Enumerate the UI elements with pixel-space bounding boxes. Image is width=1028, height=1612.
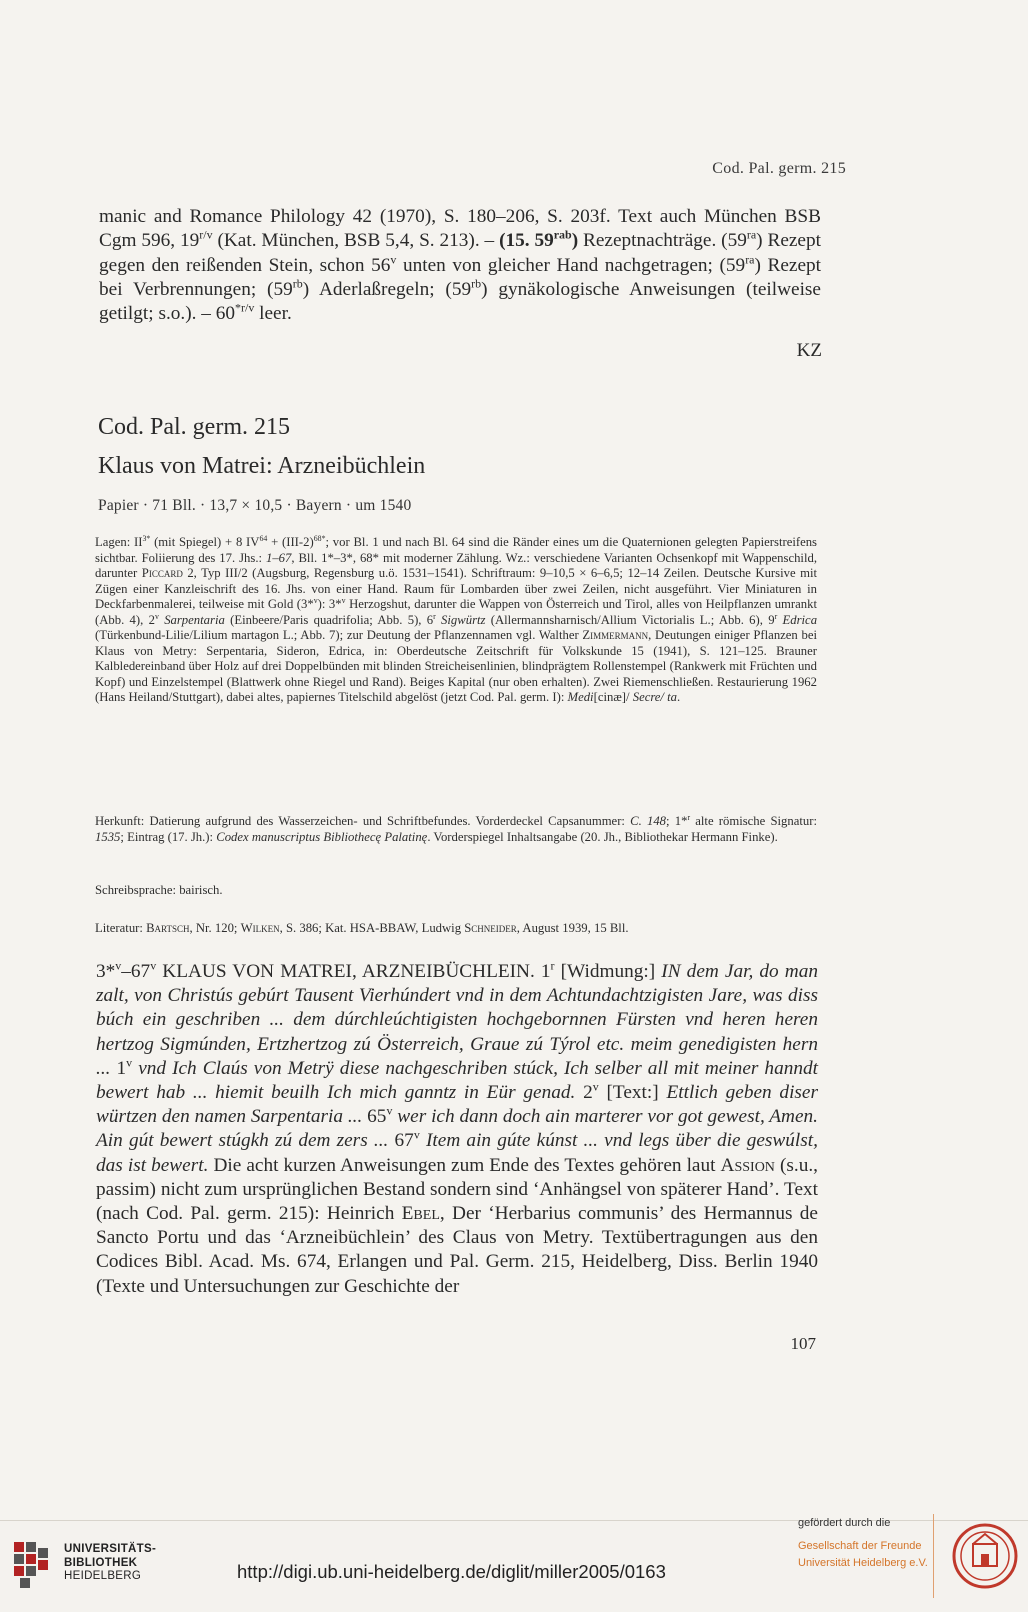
codicological-description: Lagen: $II^{3*}$ (mit Spiegel) + 8 $IV^{64} + (III-2)^{68*}$; vor Bl. 1 und nach Bl. 64 sind die Ränder eines um die Quaternionen gelegten Papierstreifens sichtbar. Foliierung des 17. Jhs.: 1–67, Bll. 1*–3*, 68* mit moderner Zählung. Wz.: verschiedene Varianten Ochsenkopf mit Wappenschild, darunter Piccard 2, Typ III/2 (Augsburg, Regensburg u.ö. 1531–1541). Schriftraum: 9–10,5 × 6–6,5; 12–14 Zeilen. Deutsche Kursive mit Zügen einer Kanzleischrift des 16. Jhs. von einer Hand. Raum für Lombarden über zwei Zeilen, nicht ausgeführt. Vier Miniaturen in Deckfarbenmalerei, teilweise mit Gold (3*$^v$): 3*$^v$ Herzogshut, darunter die Wappen von Österreich und Tirol, alles von Heilpflanzen umrankt (Abb. 4), 2$^v$ Sarpentaria (Einbeere/Paris quadrifolia; Abb. 5), 6$^r$ Sigwürtz (Allermannsharnisch/Allium Victorialis L.; Abb. 6), 9$^r$ Edrica (Türkenbund-Lilie/Lilium martagon L.; Abb. 7); zur Deutung der Pflanzennamen vgl. Walther Zimmermann, Deutungen einiger Pflanzen bei Klaus von Metry: Serpentaria, Sideron, Edrica, in: Oberdeutsche Zeitschrift für Volkskunde 15 (1941), S. 121–125. Brauner Kalblederеinband über Holz auf drei Doppelbünden mit blinden Streicheisenlinien, blindprägtem Rollenstempel (Rankwerk mit Früchten und Kopf) und Einzelstempel (Blattwerk ohne Riegel und Rand). Beiges Kapital (nur oben erhalten). Zwei Riemenschließen. Restaurierung 1962 (Hans Heiland/Stuttgart), dabei altes, papiernes Titelschild abgelöst (jetzt Cod. Pal. germ. I): Medi[cinæ]/ Secre/ ta. [95, 533, 818, 704]
sponsor-name-line1: Gesellschaft der Freunde [798, 1540, 922, 1552]
sponsor-caption: gefördert durch die [798, 1517, 891, 1529]
literature-paragraph: Literatur: Bartsch, Nr. 120; Wilken, S. 386; Kat. HSA-BBAW, Ludwig Schneider, August 1939, 15 Bll. [95, 921, 629, 935]
ub-heidelberg-logo-icon[interactable] [12, 1538, 58, 1594]
schreibsprache-paragraph: Schreibsprache: bairisch. [95, 883, 223, 897]
sponsor-name-line2: Universität Heidelberg e.V. [798, 1557, 928, 1569]
entry-meta: Papier · 71 Bll. · 13,7 × 10,5 · Bayern · um 1540 [98, 497, 412, 514]
author-initials: KZ [796, 340, 822, 361]
provenance-paragraph: Herkunft: Datierung aufgrund des Wasserzeichen- und Schriftbefundes. Vorderdeckel Capsanummer: C. 148; 1*$^r$ alte römische Signatur: 1535; Eintrag (17. Jh.): Codex manuscriptus Bibliothecę Palatinę. Vorderspiegel Inhaltsangabe (20. Jh., Bibliothekar Hermann Finke). [95, 812, 817, 844]
seal-icon[interactable] [951, 1514, 1019, 1600]
running-header: Cod. Pal. germ. 215 [712, 160, 846, 177]
footer-divider [933, 1514, 934, 1598]
content-paragraph: 3*$^v$–67$^v$ KLAUS VON MATREI, ARZNEIBÜCHLEIN. 1$^r$ [Widmung:] IN dem Jar, do man zalt, von Christús gebúrt Tausent Vierhúndert vnd in dem Achtundachtzigisten Jare, was diss búch ein geschriben ... dem dúrchleúchtigisten hochgebornnen Fürsten vnd heren heren hertzog Sigmúnden, Ertzhertzog zú Österreich, Graue zú Týrol etc. meim genedigisten hern ... 1$^v$ vnd Ich Claús von Metrÿ diese nachgeschriben stúck, Ich selber all mit meiner hanndt bewert hab ... hiemit beuilh Ich mich ganntz in Eür genad. 2$^v$ [Text:] Ettlich geben diser würtzen den namen Sarpentaria ... 65$^v$ wer ich dann doch ain marterer vor got gewest, Amen. Ain gút bewert stúgkh zú dem zers ... 67$^v$ Item ain gúte kúnst ... vnd legs über die geswúlst, das ist bewert. Die acht kurzen Anweisungen zum Ende des Textes gehören laut Assion (s.u., passim) nicht zum ursprünglichen Bestand sondern sind ‘Anhängsel von späterer Hand’. Text (nach Cod. Pal. germ. 215): Heinrich Ebel, Der ‘Herbarius communis’ des Hermannus de Sancto Portu und das ‘Arzneibüchlein’ des Claus von Metry. Textübertragungen aus den Codices Bibl. Acad. Ms. 674, Erlangen und Pal. Germ. 215, Heidelberg, Diss. Berlin 1940 (Texte und Untersuchungen zur Geschichte der [96, 958, 818, 1297]
ub-heidelberg-logo-text[interactable] [64, 1543, 156, 1584]
ub-line2: BIBLIOTHEK [64, 1556, 138, 1569]
ub-line3: HEIDELBERG [64, 1570, 142, 1582]
ub-line1: UNIVERSITÄTS- [64, 1543, 157, 1555]
entry-shelfmark: Cod. Pal. germ. 215 [98, 414, 290, 440]
page-number: 107 [790, 1334, 816, 1353]
continued-paragraph: manic and Romance Philology 42 (1970), S. 180–206, S. 203f. Text auch München BSB Cgm 596, $19^{r/v}$ (Kat. München, BSB 5,4, S. 213). – (15. $59^{rab}$) Rezeptnachträge. $(59^{ra})$ Rezept gegen den reißenden Stein, schon 56$^v$ unten von gleicher Hand nachgetragen; $(59^{ra})$ Rezept bei Verbrennungen; $(59^{rb})$ Aderlaßregeln; $(59^{rb})$ gynäkologische Anweisungen (teilweise getilgt; s.o.). – $60^{*r/v}$ leer. [99, 206, 821, 325]
permalink-url[interactable]: http://digi.ub.uni-heidelberg.de/diglit/miller2005/0163 [237, 1561, 666, 1582]
sponsor-name[interactable] [798, 1538, 928, 1572]
entry-title: Klaus von Matrei: Arzneibüchlein [98, 453, 426, 479]
